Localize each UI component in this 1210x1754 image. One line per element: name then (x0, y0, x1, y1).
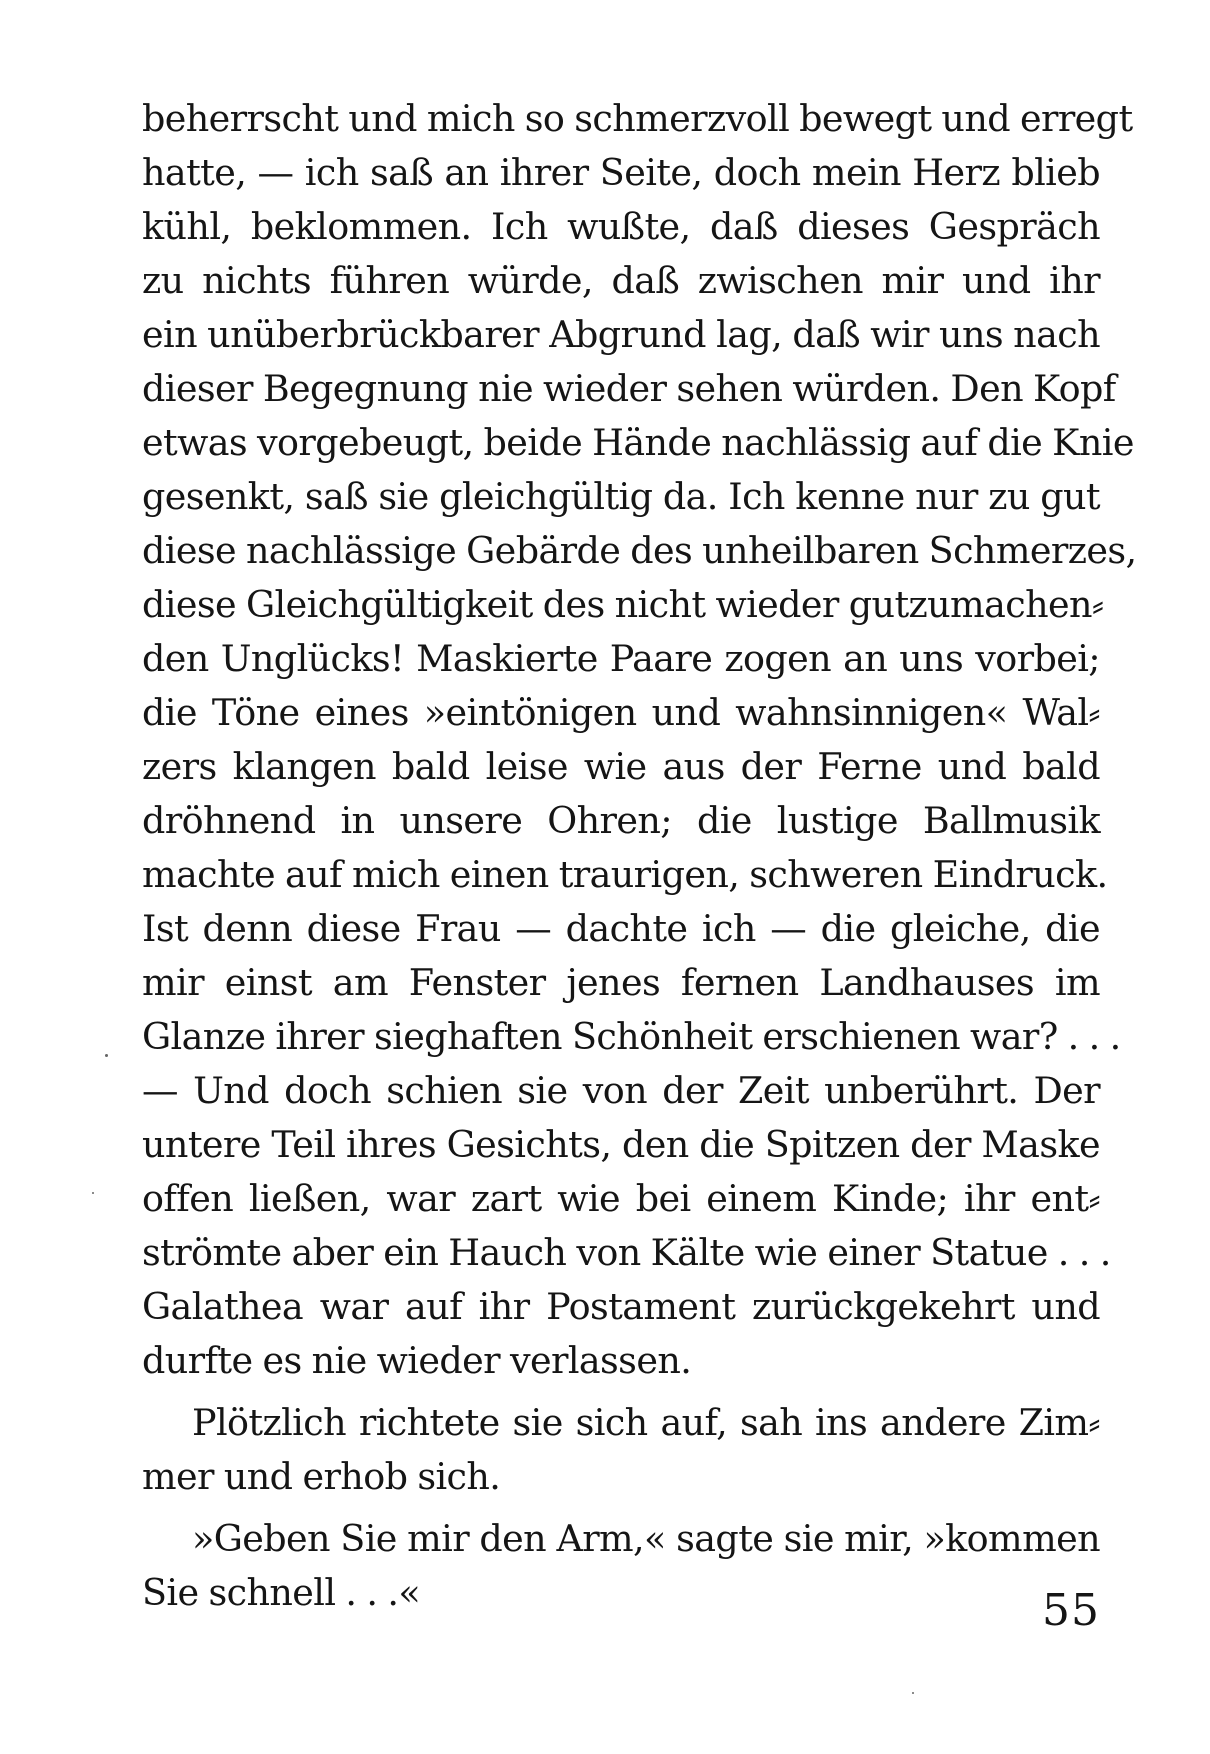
paragraph-gap (142, 1388, 1100, 1396)
page-number: 55 (1042, 1585, 1100, 1636)
text-line: die Töne eines »eintönigen und wahnsinnigen« Wal⸗ (142, 691, 1100, 734)
text-line: Galathea war auf ihr Postament zurückgekehrt und (142, 1285, 1100, 1328)
page-text (142, 92, 1137, 1620)
text-line: diese Gleichgültigkeit des nicht wieder gutzumachen⸗ (142, 583, 1104, 626)
text-line: — Und doch schien sie von der Zeit unberührt. Der (142, 1069, 1100, 1112)
text-line: den Unglücks! Maskierte Paare zogen an uns vorbei; (142, 637, 1100, 680)
text-line: gesenkt, saß sie gleichgültig da. Ich kenne nur zu gut (142, 475, 1100, 518)
text-line: Ist denn diese Frau — dachte ich — die gleiche, die (142, 907, 1100, 950)
text-line: ein unüberbrückbarer Abgrund lag, daß wir uns nach (142, 313, 1100, 356)
text-line: Sie schnell . . .« (142, 1571, 421, 1614)
text-line: zers klangen bald leise wie aus der Ferne und bald (142, 745, 1100, 788)
text-line: diese nachlässige Gebärde des unheilbaren Schmerzes, (142, 529, 1137, 572)
text-line: dieser Begegnung nie wieder sehen würden. Den Kopf (142, 367, 1116, 410)
text-line: strömte aber ein Hauch von Kälte wie einer Statue . . . (142, 1231, 1111, 1274)
text-line: untere Teil ihres Gesichts, den die Spitzen der Maske (142, 1123, 1100, 1166)
text-line: hatte, — ich saß an ihrer Seite, doch mein Herz blieb (142, 151, 1100, 194)
text-line: dröhnend in unsere Ohren; die lustige Ballmusik (142, 799, 1100, 842)
paragraph-3 (142, 1512, 1100, 1620)
text-line: kühl, beklommen. Ich wußte, daß dieses Gespräch (142, 205, 1100, 248)
text-line: offen ließen, war zart wie bei einem Kinde; ihr ent⸗ (142, 1177, 1100, 1220)
text-line: mer und erhob sich. (142, 1455, 501, 1498)
text-line: zu nichts führen würde, daß zwischen mir und ihr (142, 259, 1100, 302)
text-line: beherrscht und mich so schmerzvoll bewegt und erregt (142, 97, 1133, 140)
paragraph-2 (142, 1396, 1100, 1504)
text-line: mir einst am Fenster jenes fernen Landhauses im (142, 961, 1100, 1004)
text-line: etwas vorgebeugt, beide Hände nachlässig auf die Knie (142, 421, 1134, 464)
text-line: machte auf mich einen traurigen, schweren Eindruck. (142, 853, 1108, 896)
scan-speck (912, 1692, 914, 1694)
paragraph-1 (142, 92, 1137, 1388)
scan-speck (92, 1192, 94, 1194)
text-line: Plötzlich richtete sie sich auf, sah ins andere Zim⸗ (192, 1401, 1100, 1444)
text-line: Glanze ihrer sieghaften Schönheit erschienen war? . . . (142, 1015, 1121, 1058)
text-line: durfte es nie wieder verlassen. (142, 1339, 692, 1382)
paragraph-gap (142, 1504, 1100, 1512)
text-line: »Geben Sie mir den Arm,« sagte sie mir, »kommen (192, 1517, 1100, 1560)
scan-speck (105, 1054, 108, 1057)
